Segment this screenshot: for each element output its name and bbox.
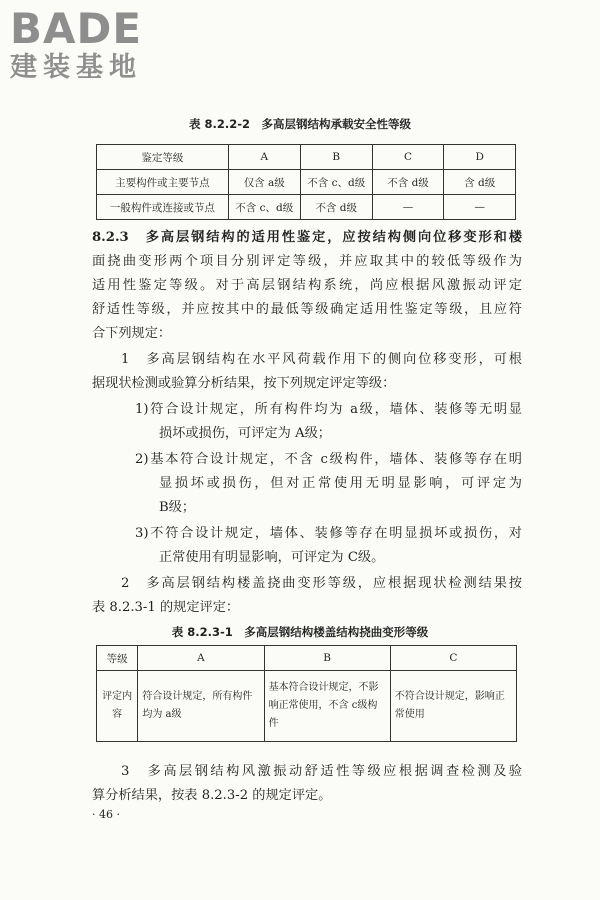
clause-8-2-3-line: 适用性鉴定等级。对于高层钢结构系统，尚应根据风激振动评定 (92, 278, 522, 293)
table-header-cell: 等级 (97, 646, 138, 671)
item-2-line: 2 多高层钢结构楼盖挠曲变形等级，应根据现状检测结果按 (121, 576, 522, 591)
table-header-cell: C (390, 646, 516, 671)
table-cell: 评定内容 (97, 671, 138, 742)
table-row (97, 646, 517, 671)
table-cell: 不含 c、d级 (228, 195, 300, 220)
subitem-1-line: 损坏或损伤，可评定为 A级； (159, 426, 331, 441)
table-header-cell: 鉴定等级 (97, 145, 229, 170)
table-cell: 含 d级 (444, 170, 516, 195)
page-number: · 46 · (92, 808, 120, 821)
table-row (97, 195, 516, 220)
clause-8-2-3-line: 面挠曲变形两个项目分别评定等级，并应取其中的较低等级作为 (92, 254, 522, 269)
subitem-2-line: B级； (159, 500, 196, 515)
table-cell: — (372, 195, 444, 220)
item-2-line: 表 8.2.3-1 的规定评定： (92, 600, 240, 615)
item-1-line: 1 多高层钢结构在水平风荷载作用下的侧向位移变形，可根 (121, 352, 522, 367)
subitem-2-line: 显损坏或损伤，但对正常使用无明显影响，可评定为 (159, 476, 522, 491)
logo-text: BADE (10, 4, 143, 53)
table-row (97, 170, 516, 195)
table-cell: 不含 c、d级 (300, 170, 372, 195)
logo-subtitle: 建装基地 (10, 52, 142, 83)
table-cell: 主要构件或主要节点 (97, 170, 229, 195)
table-cell: 不含 d级 (372, 170, 444, 195)
subitem-2-line: 2)基本符合设计规定，不含 c级构件，墙体、装修等存在明 (135, 452, 522, 467)
table-cell: 符合设计规定，所有构件均为 a级 (138, 671, 264, 742)
table-header-cell: D (444, 145, 516, 170)
table1 (96, 144, 516, 220)
table-cell: — (444, 195, 516, 220)
table-row (97, 145, 516, 170)
subitem-3-line: 3)不符合设计规定，墙体、装修等存在明显损坏或损伤，对 (135, 526, 522, 541)
table1-caption: 表 8.2.2-2 多高层钢结构承载安全性等级 (188, 117, 412, 131)
clause-8-2-3-line: 8.2.3 多高层钢结构的适用性鉴定，应按结构侧向位移变形和楼 (92, 230, 522, 245)
subitem-1-line: 1)符合设计规定，所有构件均为 a级，墙体、装修等无明显 (135, 402, 522, 417)
table-header-cell: A (228, 145, 300, 170)
table-cell: 基本符合设计规定，不影响正常使用，不含 c级构件 (264, 671, 390, 742)
table-cell: 不符合设计规定，影响正常使用 (390, 671, 516, 742)
table2 (96, 645, 517, 742)
subitem-3-line: 正常使用有明显影响，可评定为 C级。 (159, 550, 385, 565)
clause-8-2-3-line: 合下列规定： (92, 326, 172, 341)
table-cell: 一般构件或连接或节点 (97, 195, 229, 220)
item-3-line: 算分析结果，按表 8.2.3-2 的规定评定。 (92, 788, 332, 803)
item-1-line: 据现状检测或验算分析结果，按下列规定评定等级： (92, 376, 396, 391)
table-header-cell: B (300, 145, 372, 170)
logo (10, 6, 142, 84)
table-cell: 仅含 a级 (228, 170, 300, 195)
item-3-line: 3 多高层钢结构风激振动舒适性等级应根据调查检测及验 (121, 764, 522, 779)
table-header-cell: C (372, 145, 444, 170)
clause-8-2-3-line: 舒适性等级，并应按其中的最低等级确定适用性鉴定等级，且应符 (92, 302, 522, 317)
table-header-cell: A (138, 646, 264, 671)
table-header-cell: B (264, 646, 390, 671)
table-cell: 不含 d级 (300, 195, 372, 220)
table-row (97, 671, 517, 742)
table2-caption: 表 8.2.3-1 多高层钢结构楼盖结构挠曲变形等级 (171, 625, 429, 639)
